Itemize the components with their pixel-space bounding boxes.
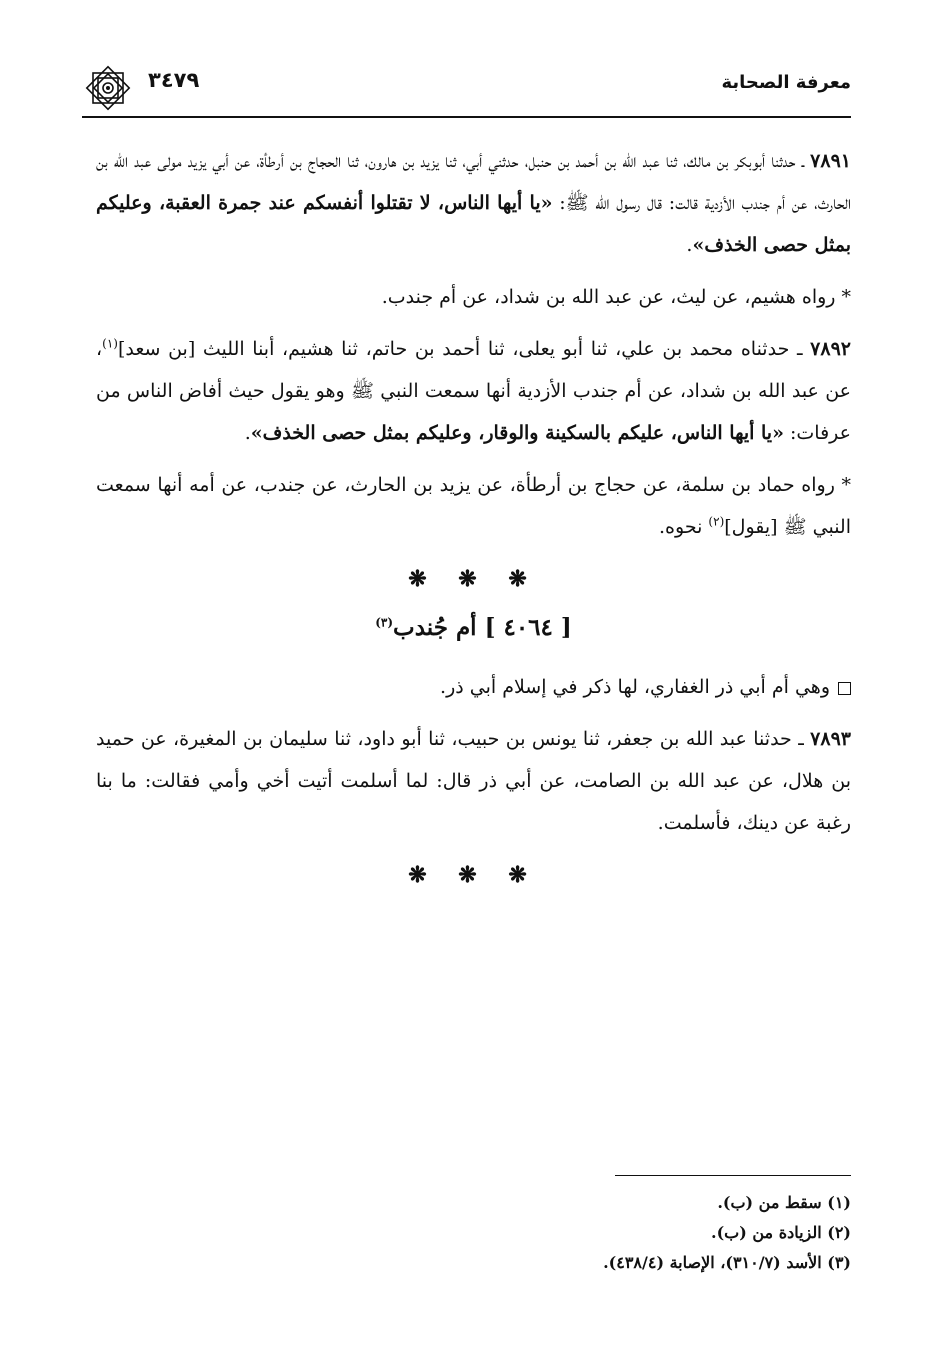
page-number: ٣٤٧٩ <box>148 68 200 92</box>
hadith-text: ـ حدثناه محمد بن علي، ثنا أبو يعلى، ثنا أحمد بن حاتم، ثنا هشيم، أبنا الليث [بن سعد] <box>117 338 811 360</box>
footnote-ref: (٣) <box>375 615 394 630</box>
hadith-number: ٧٨٩٣ <box>810 728 851 750</box>
section-divider: ❋ ❋ ❋ <box>408 566 539 592</box>
narration-note-1: * رواه هشيم، عن ليث، عن عبد الله بن شداد، عن أم جندب. <box>381 286 851 308</box>
ornament-icon <box>82 62 134 114</box>
footnotes <box>351 1188 851 1278</box>
entry-name: أم جُندب <box>393 614 485 641</box>
narration-note-2 <box>96 464 851 548</box>
footnote-rule <box>615 1175 851 1176</box>
hadith-text: ـ حدثنا عبد الله بن جعفر، ثنا يونس بن حبيب، ثنا أبو داود، ثنا سليمان بن المغيرة، عن حميد بن هلال، عن عبد الله بن الصامت، عن أبي ذر قال: لما أسلمت أتيت أخي وأمي فقالت: ما بنا رغبة عن دينك، فأسلمت. <box>96 728 851 834</box>
section-heading <box>96 614 851 654</box>
hadith-7892 <box>96 328 851 454</box>
note-text: نحوه. <box>659 516 709 538</box>
footnote-3: (٣) الأسد (٣١٠/٧)، الإصابة (٤٣٨/٤). <box>603 1253 851 1272</box>
hadith-7891 <box>96 140 851 266</box>
hadith-end: . <box>686 234 693 256</box>
header-rule <box>82 116 851 118</box>
section-divider: ❋ ❋ ❋ <box>408 862 539 888</box>
hadith-quote: «يا أيها الناس، لا تقتلوا أنفسكم عند جمرة العقبة، وعليكم بمثل حصى الخذف» <box>96 192 851 256</box>
footnote-ref: (٢) <box>708 514 725 529</box>
intro-text: وهي أم أبي ذر الغفاري، لها ذكر في إسلام أبي ذر. <box>440 676 830 698</box>
page-header <box>82 62 851 112</box>
square-bullet-icon <box>838 682 851 695</box>
entry-intro <box>96 666 851 708</box>
footnote-ref: (١) <box>102 336 118 351</box>
footnote-1: (١) سقط من (ب). <box>717 1193 851 1212</box>
footnote-2: (٢) الزيادة من (ب). <box>711 1223 851 1242</box>
entry-number: [ ٤٠٦٤ ] <box>484 614 572 641</box>
hadith-text: ، عن عبد الله بن شداد، عن أم جندب الأزدية أنها سمعت النبي ﷺ وهو يقول حيث أفاض الناس من عرفات: <box>96 338 851 444</box>
main-text <box>96 140 851 896</box>
hadith-7893 <box>96 718 851 844</box>
hadith-number: ٧٨٩١ <box>810 150 851 172</box>
hadith-end: . <box>244 422 251 444</box>
hadith-quote: «يا أيها الناس، عليكم بالسكينة والوقار، وعليكم بمثل حصى الخذف» <box>250 422 784 444</box>
hadith-number: ٧٨٩٢ <box>810 338 851 360</box>
hadith-text: ـ حدثنا أبوبكر بن مالك، ثنا عبد الله بن أحمد بن حنبل، حدثني أبي، ثنا يزيد بن هارون، ثنا الحجاج بن أرطأة، عن أبي يزيد مولى عبد الله بن الحارث، عن أم جندب الأزدية قالت: قال رسول الله ﷺ: <box>96 150 851 214</box>
note-text: * رواه حماد بن سلمة، عن حجاج بن أرطأة، عن يزيد بن الحارث، عن جندب، عن أمه أنها سمعت النبي ﷺ [يقول] <box>96 474 851 538</box>
running-title: معرفة الصحابة <box>721 72 851 93</box>
